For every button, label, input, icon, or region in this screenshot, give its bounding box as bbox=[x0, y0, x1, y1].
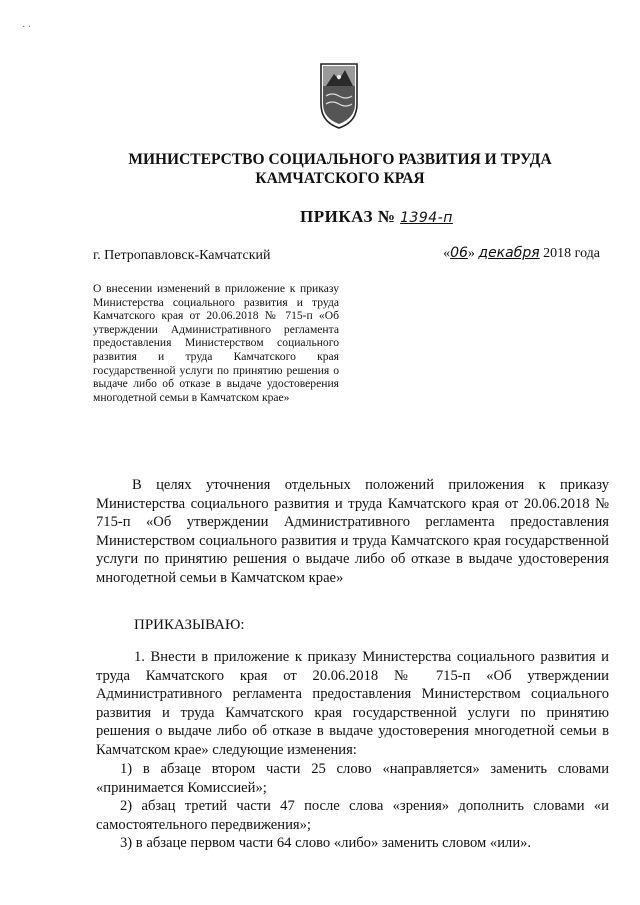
order-title bbox=[300, 207, 453, 227]
order-subject: О внесении изменений в приложение к приказу Министерства социального развития и труда Камчатского края от 20.06.2018 № 715-п «Об утверждении Административного регламента предоставления Министерством социального развития и труда Камчатского края государственной услуги по принятию решения о выдаче либо об отказе в выдаче удостоверения многодетной семьи в Камчатском крае» bbox=[93, 282, 339, 404]
order-subitem-2: 2) абзац третий части 47 после слова «зрения» дополнить словами «и самостоятельного передвижения»; bbox=[96, 798, 609, 833]
date-day-handwritten: 06 bbox=[450, 245, 468, 261]
preamble-paragraph: В целях уточнения отдельных положений приложения к приказу Министерства социального развития и труда Камчатского края от 20.06.2018 № 715-п «Об утверждении Административного регламента предоставления Министерством социального развития и труда Камчатского края государственной услуги по принятию решения о выдаче либо об отказе в выдаче удостоверения многодетной семьи в Камчатском крае» bbox=[96, 477, 609, 586]
order-item-1: 1. Внести в приложение к приказу Министерства социального развития и труда Камчатского края от 20.06.2018 № 715-п «Об утверждении Административного регламента предоставления Министерством социального развития и труда Камчатского края государственной услуги по принятию решения о выдаче либо об отказе в выдаче удостоверения многодетной семьи в Камчатском крае» следующие изменения: bbox=[96, 649, 609, 758]
date-month-handwritten: декабря bbox=[478, 245, 540, 261]
ministry-name-line2: КАМЧАТСКОГО КРАЯ bbox=[255, 170, 425, 187]
order-subitem-3: 3) в абзаце первом части 64 слово «либо» заменить словом «или». bbox=[120, 835, 532, 851]
scan-artifact: · · bbox=[22, 22, 32, 33]
order-title-label: ПРИКАЗ № bbox=[300, 207, 396, 226]
ministry-name-line1: МИНИСТЕРСТВО СОЦИАЛЬНОГО РАЗВИТИЯ И ТРУДА bbox=[128, 151, 552, 168]
date-year: 2018 года bbox=[543, 246, 600, 261]
kamchatka-coat-of-arms-icon bbox=[318, 60, 360, 130]
order-subitem-1: 1) в абзаце втором части 25 слово «направляется» заменить словами «принимается Комиссией»; bbox=[96, 761, 609, 796]
order-number-handwritten: 1394-п bbox=[400, 210, 453, 226]
place-of-issue: г. Петропавловск-Камчатский bbox=[93, 248, 271, 263]
order-date bbox=[443, 245, 600, 262]
date-close-quote: » bbox=[467, 246, 475, 261]
order-directive-word: ПРИКАЗЫВАЮ: bbox=[134, 617, 245, 633]
ministry-name bbox=[90, 150, 590, 188]
date-open-quote: « bbox=[443, 246, 451, 261]
